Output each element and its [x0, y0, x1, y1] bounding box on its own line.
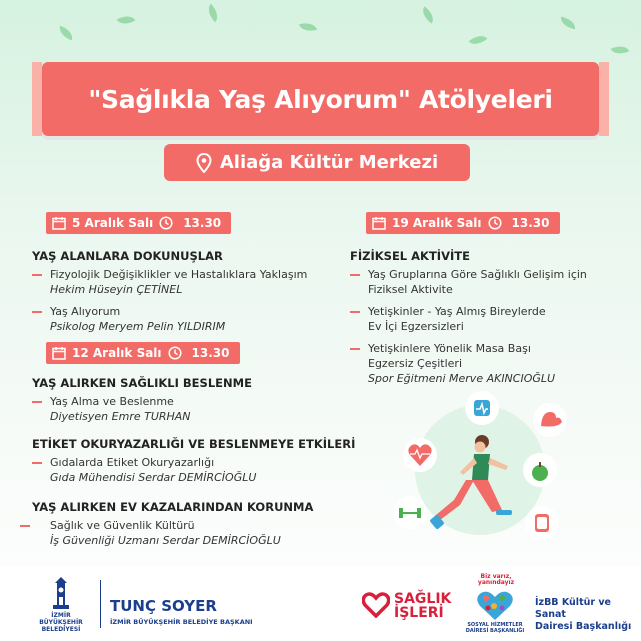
item-text: Ev İçi Egzersizleri — [368, 320, 464, 333]
item-text: Fiziksel Aktivite — [368, 283, 453, 296]
session-time: 13.30 — [511, 216, 550, 230]
bullet-dash — [32, 462, 42, 464]
session-date-badge — [46, 212, 231, 234]
bullet-dash — [350, 274, 360, 276]
topic-heading: YAŞ ALANLARA DOKUNUŞLAR — [32, 249, 223, 263]
item-text: Yaş Alma ve Beslenme — [50, 395, 174, 408]
bullet-dash — [20, 525, 30, 527]
session-date: 19 Aralık Salı — [392, 216, 482, 230]
item-text: Fizyolojik Değişiklikler ve Hastalıklara Yaklaşım — [50, 268, 308, 281]
item-text: Sağlık ve Güvenlik Kültürü — [50, 519, 195, 532]
sosyal-hizmetler-label — [462, 622, 528, 634]
item-text: Egzersiz Çeşitleri — [368, 357, 463, 370]
speaker-name: Gıda Mühendisi Serdar DEMİRCİOĞLU — [50, 471, 257, 484]
topic-heading: ETİKET OKURYAZARLIĞI VE BESLENMEYE ETKİLERİ — [32, 437, 356, 451]
bicep-icon — [533, 403, 567, 437]
heart-logo-icon — [362, 592, 390, 618]
smartwatch-icon — [525, 506, 559, 540]
izmir-line: BELEDİYESİ — [41, 626, 81, 633]
session-topic — [32, 249, 362, 341]
list-item — [350, 267, 635, 297]
izmir-line: BÜYÜKŞEHİR — [39, 619, 83, 626]
item-text: Yaş Gruplarına Göre Sağlıklı Gelişim için — [368, 268, 587, 281]
list-item — [32, 518, 372, 548]
session-date: 12 Aralık Salı — [72, 346, 162, 360]
izmir-municipality-label — [28, 612, 94, 633]
fitness-tracker-icon — [465, 391, 499, 425]
session-topic — [32, 500, 372, 555]
izbb-line: Dairesi Başkanlığı — [535, 621, 632, 632]
list-item — [32, 304, 362, 334]
leaf-decoration — [299, 20, 317, 34]
speaker-name: Spor Eğitmeni Merve AKINCIOĞLU — [368, 372, 556, 385]
bullet-dash — [350, 348, 360, 350]
heart-rate-icon — [403, 438, 437, 472]
session-date-badge — [46, 342, 240, 364]
location-badge — [164, 144, 470, 181]
runner-illustration — [390, 380, 630, 565]
list-item — [350, 304, 635, 334]
speaker-name: İş Güvenliği Uzmanı Serdar DEMİRCİOĞLU — [50, 534, 281, 547]
clock-icon — [168, 346, 182, 360]
sosyal-line: SOSYAL HİZMETLER — [467, 622, 523, 628]
izbb-kultur-label — [535, 597, 635, 633]
bullet-dash — [32, 401, 42, 403]
bullet-dash — [32, 311, 42, 313]
leaf-decoration — [117, 12, 136, 29]
leaf-decoration — [419, 6, 438, 23]
list-item — [32, 267, 362, 297]
leaf-decoration — [57, 26, 75, 41]
apple-icon — [523, 453, 557, 487]
mayor-name: TUNÇ SOYER — [110, 597, 217, 615]
list-item — [32, 394, 362, 424]
bullet-dash — [350, 311, 360, 313]
location-pin-icon — [196, 153, 212, 173]
slogan-line: Biz varız, — [480, 573, 512, 580]
dumbbell-icon — [393, 496, 427, 530]
item-text: Yetişkinlere Yönelik Masa Başı — [368, 342, 531, 355]
session-date-badge — [366, 212, 560, 234]
leaf-decoration — [559, 17, 576, 30]
clock-icon — [159, 216, 173, 230]
calendar-icon — [52, 216, 66, 230]
item-text: Gıdalarda Etiket Okuryazarlığı — [50, 456, 215, 469]
topic-heading: FİZİKSEL AKTİVİTE — [350, 249, 470, 263]
title-banner — [42, 62, 599, 136]
sosyal-line: DAİRESİ BAŞKANLIĞI — [465, 628, 525, 634]
mayor-title: İZMİR BÜYÜKŞEHİR BELEDİYE BAŞKANI — [110, 618, 253, 626]
location-text: Aliağa Kültür Merkezi — [219, 152, 439, 173]
page-title: "Sağlıkla Yaş Alıyorum" Atölyeleri — [88, 84, 553, 114]
speaker-name: Diyetisyen Emre TURHAN — [50, 410, 191, 423]
item-text: Yaş Alıyorum — [50, 305, 121, 318]
calendar-icon — [52, 346, 66, 360]
session-topic — [350, 249, 635, 393]
session-topic — [32, 376, 362, 431]
topic-heading: YAŞ ALIRKEN SAĞLIKLI BESLENME — [32, 376, 252, 390]
topic-heading: YAŞ ALIRKEN EV KAZALARINDAN KORUNMA — [32, 500, 314, 514]
izbb-line: İzBB Kültür ve Sanat — [535, 597, 611, 620]
calendar-icon — [372, 216, 386, 230]
item-text: Yetişkinler - Yaş Almış Bireylerde — [368, 305, 546, 318]
leaf-decoration — [611, 42, 630, 58]
saglik-line: SAĞLIK — [394, 591, 452, 607]
footer-divider — [100, 580, 101, 628]
session-time: 13.30 — [183, 216, 222, 230]
session-topic — [32, 437, 372, 492]
speaker-name: Hekim Hüseyin ÇETİNEL — [50, 283, 183, 296]
izmir-line: İZMİR — [51, 612, 71, 619]
session-date: 5 Aralık Salı — [72, 216, 154, 230]
saglik-line: İŞLERİ — [394, 605, 444, 621]
session-time: 13.30 — [191, 346, 230, 360]
leaf-decoration — [204, 4, 222, 22]
speaker-name: Psikolog Meryem Pelin YILDIRIM — [50, 320, 226, 333]
list-item — [32, 455, 372, 485]
slogan-line: yanındayız — [477, 579, 515, 586]
clock-icon — [488, 216, 502, 230]
saglik-isleri-label — [394, 592, 451, 620]
leaf-decoration — [469, 31, 488, 49]
bullet-dash — [32, 274, 42, 276]
